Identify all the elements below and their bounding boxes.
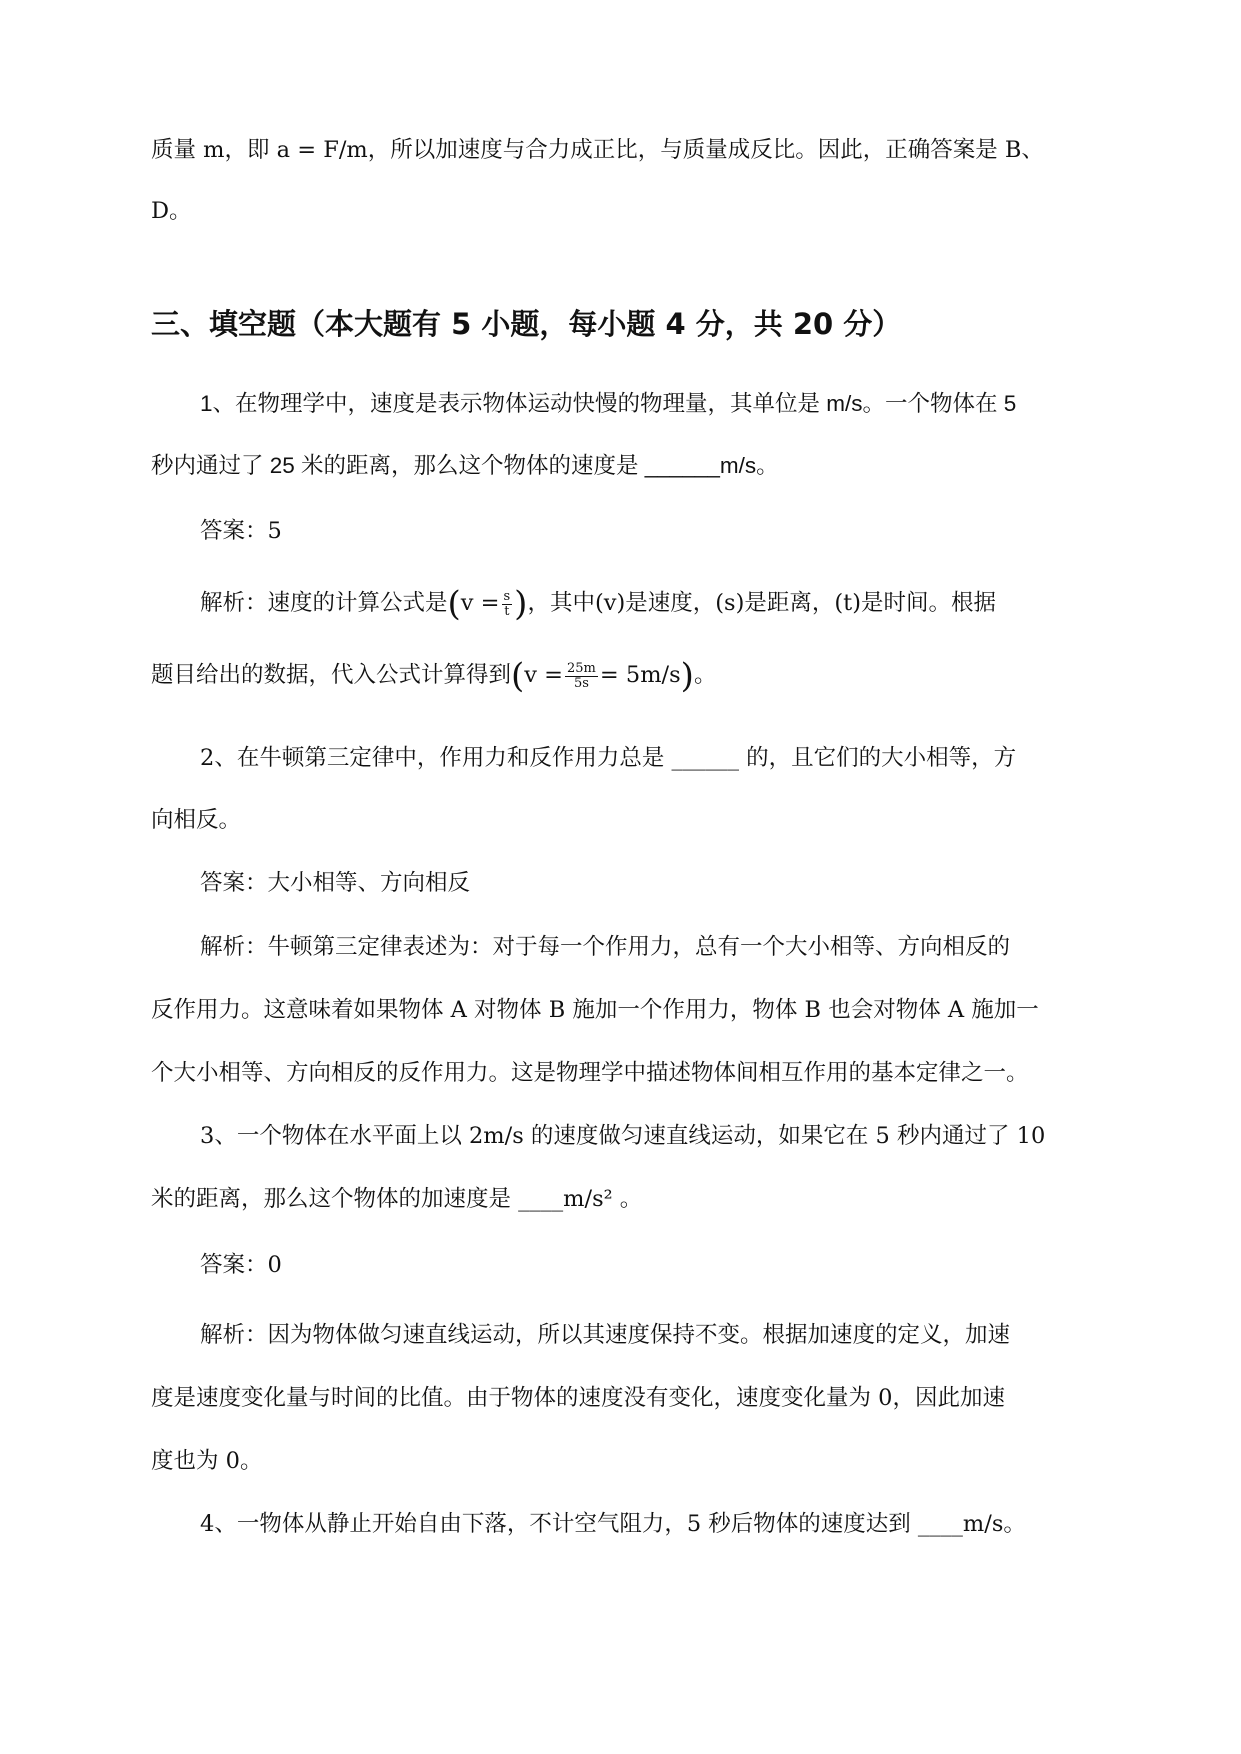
q2-line-1: 2、在牛顿第三定律中，作用力和反作用力总是 ______ 的，且它们的大小相等，方 [200,745,1017,771]
section-title: 三、填空题（本大题有 5 小题，每小题 4 分，共 20 分） [151,307,902,341]
q4-line-1: 4、一物体从静止开始自由下落，不计空气阻力，5 秒后物体的速度达到 ____m/s。 [200,1511,1026,1537]
paren-open: ( [447,584,461,624]
q3-analysis-line-2: 度是速度变化量与时间的比值。由于物体的速度没有变化，速度变化量为 0，因此加速 [151,1385,1005,1411]
q3-analysis-line-1: 解析：因为物体做匀速直线运动，所以其速度保持不变。根据加速度的定义，加速 [200,1322,1011,1348]
q3-answer: 答案：0 [200,1252,282,1278]
q1-analysis-line-1 [200,584,1140,624]
q2-analysis-line-2: 反作用力。这意味着如果物体 A 对物体 B 施加一个作用力，物体 B 也会对物体 A 施加一 [151,997,1039,1023]
q3-analysis-line-3: 度也为 0。 [151,1448,263,1474]
q1-analysis-text-a: 解析：速度的计算公式是 [200,590,448,616]
paren-open: ( [511,656,525,696]
variable-v: (v) [594,590,626,616]
prev-answer-line-2: D。 [151,198,192,224]
q1-line-2: 秒内通过了 25 米的距离，那么这个物体的速度是 ______m/s。 [151,453,779,478]
formula-2-lhs: v = [524,662,563,688]
q2-line-2: 向相反。 [151,807,242,833]
q3-line-1: 3、一个物体在水平面上以 2m/s 的速度做匀速直线运动，如果它在 5 秒内通过了 10 [200,1123,1046,1149]
formula-2-fraction [565,662,598,691]
q2-answer: 答案：大小相等、方向相反 [200,870,471,896]
q1-analysis2-end: 。 [693,662,717,688]
variable-t: (t) [834,590,861,616]
formula-1-numerator: s [503,588,511,604]
prev-answer-line-1: 质量 m，即 a = F/m，所以加速度与合力成正比，与质量成反比。因此，正确答案是 B、 [151,137,1044,163]
q3-line-2: 米的距离，那么这个物体的加速度是 ____m/s² 。 [151,1186,643,1212]
formula-2-numerator: 25m [567,660,596,676]
formula-2-rhs: = 5m/s [599,662,681,688]
q1-line-1: 1、在物理学中，速度是表示物体运动快慢的物理量，其单位是 m/s。一个物体在 5 [200,391,1017,416]
q1-analysis-text-b: ，其中 [527,590,595,616]
q1-analysis-line-2 [151,656,1091,696]
formula-1-denominator: t [504,603,510,619]
formula-1-fraction [502,590,513,619]
q1-analysis-text-e: 是时间。根据 [860,590,996,616]
q1-answer: 答案：5 [200,518,282,544]
formula-2-denominator: 5s [573,675,589,691]
variable-s: (s) [715,590,745,616]
q2-analysis-line-1: 解析：牛顿第三定律表述为：对于每一个作用力，总有一个大小相等、方向相反的 [200,934,1011,960]
paren-close: ) [680,656,694,696]
q1-analysis-text-c: 是速度， [625,590,716,616]
paren-close: ) [514,584,528,624]
q2-analysis-line-3: 个大小相等、方向相反的反作用力。这是物理学中描述物体间相互作用的基本定律之一。 [151,1060,1029,1086]
q1-analysis-text-d: 是距离， [744,590,835,616]
formula-1-lhs: v = [460,590,500,616]
q1-analysis2-text-a: 题目给出的数据，代入公式计算得到 [151,662,512,688]
